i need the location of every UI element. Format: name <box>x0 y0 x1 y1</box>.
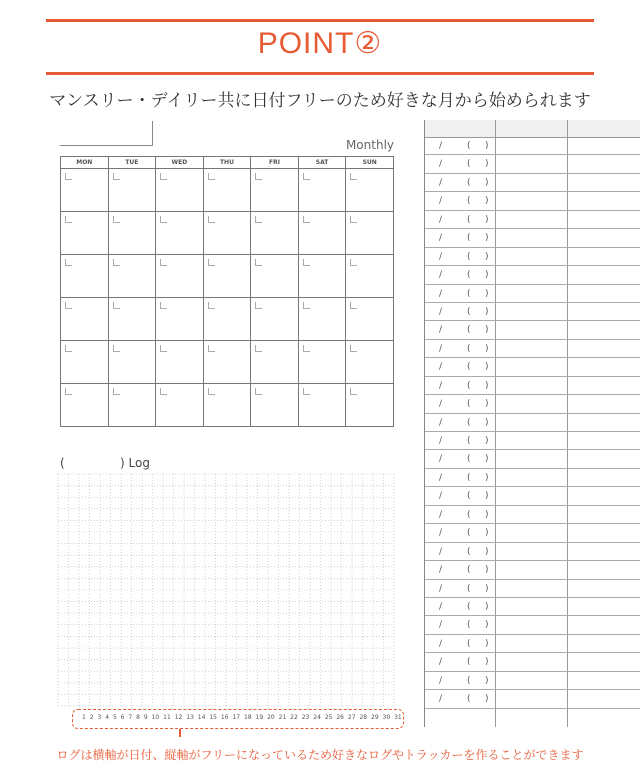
log-day-label: 22 <box>290 714 298 721</box>
daily-row[interactable] <box>425 303 640 321</box>
daily-close-mark: ) <box>485 638 489 649</box>
daily-slash-mark: / <box>439 159 443 170</box>
daily-open-mark: ( <box>467 159 471 170</box>
daily-close-mark: ) <box>485 528 489 539</box>
daily-slash-mark: / <box>439 657 443 668</box>
daily-row[interactable] <box>425 616 640 634</box>
daily-slash-mark: / <box>439 270 443 281</box>
daily-row[interactable] <box>425 321 640 339</box>
daily-open-mark: ( <box>467 675 471 686</box>
daily-close-mark: ) <box>485 454 489 465</box>
daily-slash-mark: / <box>439 325 443 336</box>
log-close-label: ) Log <box>120 456 150 470</box>
daily-close-mark: ) <box>485 380 489 391</box>
weekday-sun: SUN <box>346 157 394 169</box>
daily-slash-mark: / <box>439 694 443 705</box>
daily-open-mark: ( <box>467 583 471 594</box>
daily-open-mark: ( <box>467 601 471 612</box>
daily-slash-mark: / <box>439 528 443 539</box>
daily-close-mark: ) <box>485 620 489 631</box>
log-day-label: 12 <box>174 714 183 721</box>
daily-row[interactable] <box>425 155 640 173</box>
daily-row[interactable] <box>425 174 640 192</box>
daily-slash-mark: / <box>439 638 443 649</box>
weekday-mon: MON <box>61 157 109 169</box>
daily-close-mark: ) <box>485 509 489 520</box>
daily-row[interactable] <box>425 487 640 505</box>
log-day-label: 13 <box>186 714 194 721</box>
weekday-tue: TUE <box>108 157 156 169</box>
daily-close-mark: ) <box>485 177 489 188</box>
daily-row[interactable] <box>425 211 640 229</box>
daily-row[interactable] <box>425 377 640 395</box>
daily-slash-mark: / <box>439 583 443 594</box>
daily-slash-mark: / <box>439 196 443 207</box>
log-day-label: 3 <box>97 714 102 721</box>
log-day-label: 18 <box>243 714 252 721</box>
log-day-label: 26 <box>336 714 344 721</box>
log-day-label: 5 <box>112 714 117 721</box>
daily-open-mark: ( <box>467 509 471 520</box>
daily-open-mark: ( <box>467 694 471 705</box>
log-day-label: 19 <box>255 714 264 721</box>
subtitle: マンスリー・デイリー共に日付フリーのため好きな月から始められます <box>49 91 591 111</box>
log-day-label: 31 <box>394 714 402 721</box>
daily-open-mark: ( <box>467 399 471 410</box>
daily-row[interactable] <box>425 340 640 358</box>
daily-row[interactable] <box>425 358 640 376</box>
daily-row[interactable] <box>425 506 640 524</box>
day-axis-highlight <box>72 709 404 729</box>
highlight-pointer <box>179 729 181 737</box>
weekday-thu: THU <box>203 157 251 169</box>
daily-open-mark: ( <box>467 472 471 483</box>
log-day-label: 23 <box>301 714 310 721</box>
daily-open-mark: ( <box>467 454 471 465</box>
page-title: POINT② <box>257 27 383 60</box>
daily-open-mark: ( <box>467 306 471 317</box>
daily-open-mark: ( <box>467 491 471 502</box>
daily-slash-mark: / <box>439 417 443 428</box>
daily-row[interactable] <box>425 285 640 303</box>
daily-close-mark: ) <box>485 694 489 705</box>
daily-slash-mark: / <box>439 436 443 446</box>
daily-slash-mark: / <box>439 491 443 502</box>
daily-row[interactable] <box>425 561 640 579</box>
monthly-label: Monthly <box>345 138 394 152</box>
daily-close-mark: ) <box>485 343 489 354</box>
log-day-label: 11 <box>163 714 171 721</box>
log-day-label: 25 <box>324 714 333 721</box>
daily-close-mark: ) <box>485 657 489 668</box>
daily-open-mark: ( <box>467 214 471 225</box>
daily-slash-mark: / <box>439 546 443 557</box>
daily-slash-mark: / <box>439 472 443 483</box>
daily-row[interactable] <box>425 248 640 266</box>
daily-slash-mark: / <box>439 306 443 317</box>
daily-slash-mark: / <box>439 601 443 612</box>
log-day-label: 1 <box>82 714 86 721</box>
daily-slash-mark: / <box>439 141 443 151</box>
daily-open-mark: ( <box>467 288 471 299</box>
daily-slash-mark: / <box>439 288 443 299</box>
daily-open-mark: ( <box>467 177 471 188</box>
daily-row[interactable] <box>425 137 640 155</box>
log-day-label: 29 <box>371 714 379 721</box>
daily-close-mark: ) <box>485 417 489 428</box>
daily-row[interactable] <box>425 598 640 616</box>
daily-close-mark: ) <box>485 472 489 483</box>
weekday-wed: WED <box>156 157 204 169</box>
daily-close-mark: ) <box>485 251 489 262</box>
daily-close-mark: ) <box>485 399 489 410</box>
daily-row[interactable] <box>425 432 640 450</box>
weekday-fri: FRI <box>251 157 299 169</box>
daily-row[interactable] <box>425 192 640 210</box>
daily-open-mark: ( <box>467 141 471 151</box>
log-day-label: 2 <box>89 714 94 721</box>
daily-close-mark: ) <box>485 306 489 317</box>
daily-close-mark: ) <box>485 436 489 446</box>
daily-close-mark: ) <box>485 214 489 225</box>
daily-open-mark: ( <box>467 196 471 207</box>
daily-close-mark: ) <box>485 233 489 244</box>
log-day-label: 28 <box>359 714 368 721</box>
log-day-label: 7 <box>128 714 133 721</box>
daily-slash-mark: / <box>439 399 443 410</box>
daily-close-mark: ) <box>485 196 489 207</box>
daily-row[interactable] <box>425 469 640 487</box>
daily-open-mark: ( <box>467 546 471 557</box>
daily-close-mark: ) <box>485 491 489 502</box>
daily-row[interactable] <box>425 653 640 671</box>
daily-row[interactable] <box>425 450 640 468</box>
log-day-label: 27 <box>347 714 356 721</box>
daily-slash-mark: / <box>439 509 443 520</box>
caption: ログは横軸が日付、縦軸がフリーになっているため好きなログやトラッカーを作ることができます <box>56 748 584 762</box>
daily-row[interactable] <box>425 229 640 247</box>
daily-list <box>424 120 640 727</box>
daily-row[interactable] <box>425 395 640 413</box>
daily-slash-mark: / <box>439 343 443 354</box>
daily-close-mark: ) <box>485 583 489 594</box>
daily-list-header <box>425 120 640 138</box>
daily-close-mark: ) <box>485 601 489 612</box>
log-day-label: 6 <box>120 714 125 721</box>
daily-open-mark: ( <box>467 362 471 373</box>
daily-open-mark: ( <box>467 528 471 539</box>
log-day-label: 16 <box>220 714 229 721</box>
daily-row[interactable] <box>425 524 640 542</box>
daily-row[interactable] <box>425 543 640 561</box>
daily-row[interactable] <box>425 414 640 432</box>
log-day-label: 10 <box>151 714 160 721</box>
daily-open-mark: ( <box>467 565 471 576</box>
daily-row[interactable] <box>425 672 640 690</box>
daily-close-mark: ) <box>485 270 489 281</box>
daily-row[interactable] <box>425 580 640 598</box>
daily-open-mark: ( <box>467 436 471 446</box>
log-day-label: 24 <box>313 714 321 721</box>
daily-slash-mark: / <box>439 251 443 262</box>
daily-slash-mark: / <box>439 620 443 631</box>
weekday-sat: SAT <box>298 157 346 169</box>
daily-slash-mark: / <box>439 177 443 188</box>
log-day-label: 20 <box>267 714 275 721</box>
daily-open-mark: ( <box>467 233 471 244</box>
daily-close-mark: ) <box>485 141 489 151</box>
daily-close-mark: ) <box>485 565 489 576</box>
log-day-label: 15 <box>209 714 217 721</box>
daily-slash-mark: / <box>439 362 443 373</box>
daily-close-mark: ) <box>485 325 489 336</box>
log-day-label: 4 <box>105 714 110 721</box>
log-day-label: 9 <box>143 714 148 721</box>
daily-row[interactable] <box>425 690 640 708</box>
log-day-label: 17 <box>232 714 241 721</box>
daily-slash-mark: / <box>439 565 443 576</box>
daily-row[interactable] <box>425 266 640 284</box>
daily-open-mark: ( <box>467 657 471 668</box>
daily-slash-mark: / <box>439 214 443 225</box>
daily-open-mark: ( <box>467 620 471 631</box>
daily-slash-mark: / <box>439 454 443 465</box>
log-day-label: 14 <box>197 714 206 721</box>
daily-open-mark: ( <box>467 343 471 354</box>
log-day-label: 30 <box>382 714 391 721</box>
daily-open-mark: ( <box>467 325 471 336</box>
daily-open-mark: ( <box>467 417 471 428</box>
daily-slash-mark: / <box>439 233 443 244</box>
daily-open-mark: ( <box>467 638 471 649</box>
daily-close-mark: ) <box>485 288 489 299</box>
daily-open-mark: ( <box>467 380 471 391</box>
daily-slash-mark: / <box>439 675 443 686</box>
daily-close-mark: ) <box>485 546 489 557</box>
daily-close-mark: ) <box>485 675 489 686</box>
daily-close-mark: ) <box>485 159 489 170</box>
daily-slash-mark: / <box>439 380 443 391</box>
log-day-label: 21 <box>278 714 287 721</box>
daily-close-mark: ) <box>485 362 489 373</box>
daily-open-mark: ( <box>467 270 471 281</box>
daily-row[interactable] <box>425 635 640 653</box>
daily-open-mark: ( <box>467 251 471 262</box>
log-open-paren: ( <box>60 456 65 470</box>
log-day-label: 8 <box>136 714 140 721</box>
